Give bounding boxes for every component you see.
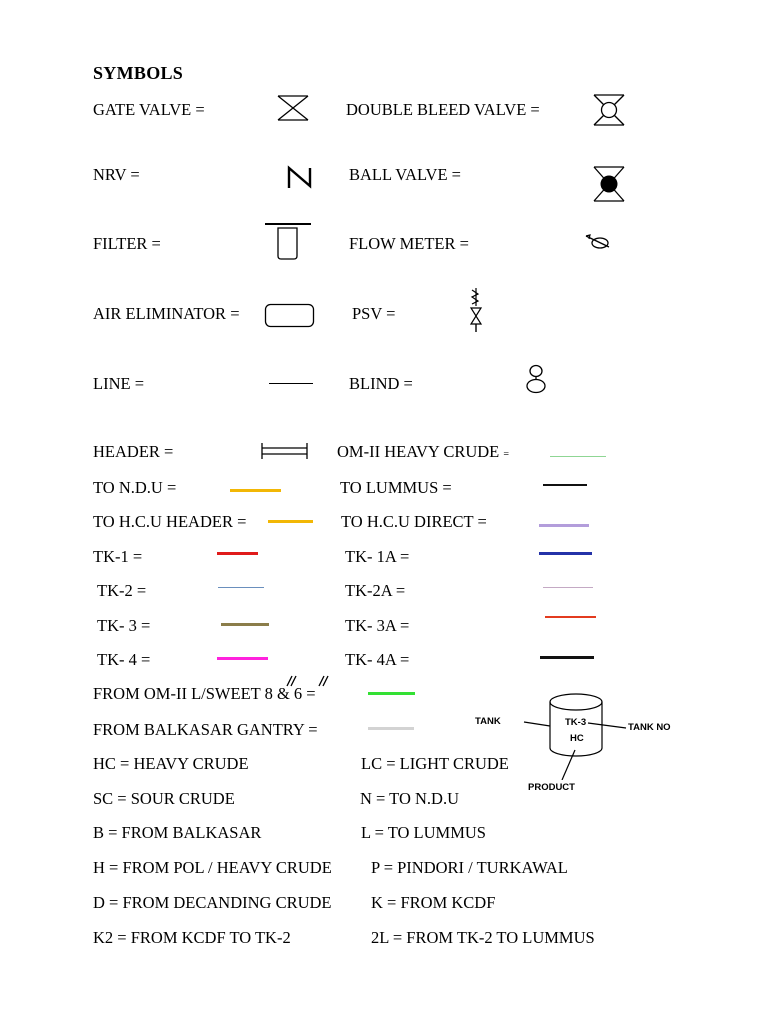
blind-label: BLIND = [349, 374, 413, 393]
tk3-line [221, 623, 269, 626]
filter-icon [264, 222, 312, 262]
tk2-line [218, 587, 264, 588]
psv-icon [466, 286, 486, 334]
to-lummus-label: TO LUMMUS = [340, 478, 452, 497]
tk1a-line [539, 552, 592, 555]
tk4a-label: TK- 4A = [345, 650, 410, 669]
tank-no-label: TANK NO [628, 722, 671, 733]
to-hcu-header-line [268, 520, 313, 523]
ball-valve-label: BALL VALVE = [349, 165, 461, 184]
double-tick-marks [283, 674, 333, 688]
nrv-icon [286, 164, 314, 190]
tk3a-label: TK- 3A = [345, 616, 410, 635]
abbr-sc: SC = SOUR CRUDE [93, 789, 235, 808]
tk4a-line [540, 656, 594, 659]
tank-id: TK-3 [565, 717, 587, 728]
abbr-b: B = FROM BALKASAR [93, 823, 262, 842]
tk1-label: TK-1 = [93, 547, 143, 566]
from-balkasar-gantry-label: FROM BALKASAR GANTRY = [93, 720, 318, 739]
abbr-2l: 2L = FROM TK-2 TO LUMMUS [371, 928, 595, 947]
to-hcu-header-label: TO H.C.U HEADER = [93, 512, 247, 531]
tank-label: TANK [475, 716, 501, 727]
from-balkasar-gantry-line [368, 727, 414, 730]
to-hcu-direct-line [539, 524, 589, 527]
air-eliminator-icon [264, 303, 316, 329]
to-ndu-label: TO N.D.U = [93, 478, 177, 497]
abbr-l: L = TO LUMMUS [361, 823, 486, 842]
gate-valve-icon [276, 94, 310, 122]
tk4-line [217, 657, 268, 660]
om2-heavy-crude-line [550, 456, 606, 457]
om2-heavy-crude-label: OM-II HEAVY CRUDE = [337, 442, 510, 461]
tk1-line [217, 552, 258, 555]
line-label: LINE = [93, 374, 144, 393]
abbr-h: H = FROM POL / HEAVY CRUDE [93, 858, 332, 877]
flow-meter-label: FLOW METER = [349, 234, 469, 253]
abbr-n: N = TO N.D.U [360, 789, 459, 808]
filter-label: FILTER = [93, 234, 161, 253]
blind-icon [524, 363, 548, 395]
abbr-lc: LC = LIGHT CRUDE [361, 754, 509, 773]
abbr-k: K = FROM KCDF [371, 893, 496, 912]
tk3a-line [545, 616, 596, 618]
double-bleed-valve-icon [592, 93, 626, 127]
air-eliminator-label: AIR ELIMINATOR = [93, 304, 240, 323]
tk1a-label: TK- 1A = [345, 547, 410, 566]
nrv-label: NRV = [93, 165, 140, 184]
double-bleed-valve-label: DOUBLE BLEED VALVE = [346, 100, 540, 119]
header-icon [260, 441, 310, 461]
product-label: PRODUCT [528, 782, 575, 793]
line-symbol [269, 383, 313, 384]
tk2-label: TK-2 = [97, 581, 147, 600]
to-lummus-line [543, 484, 587, 486]
tk4-label: TK- 4 = [97, 650, 151, 669]
from-om2-label: FROM OM-II L/SWEET 8 & 6 = [93, 684, 316, 703]
page-title: SYMBOLS [93, 63, 184, 83]
abbr-hc: HC = HEAVY CRUDE [93, 754, 249, 773]
abbr-k2: K2 = FROM KCDF TO TK-2 [93, 928, 291, 947]
tk2a-line [543, 587, 593, 588]
tank-product-code: HC [570, 733, 584, 744]
tk3-label: TK- 3 = [97, 616, 151, 635]
ball-valve-icon [592, 165, 626, 203]
tk2a-label: TK-2A = [345, 581, 406, 600]
from-om2-line [368, 692, 415, 695]
psv-label: PSV = [352, 304, 396, 323]
abbr-p: P = PINDORI / TURKAWAL [371, 858, 568, 877]
header-label: HEADER = [93, 442, 174, 461]
flow-meter-icon [583, 232, 613, 252]
abbr-d: D = FROM DECANDING CRUDE [93, 893, 332, 912]
to-hcu-direct-label: TO H.C.U DIRECT = [341, 512, 487, 531]
gate-valve-label: GATE VALVE = [93, 100, 205, 119]
to-ndu-line [230, 489, 281, 492]
